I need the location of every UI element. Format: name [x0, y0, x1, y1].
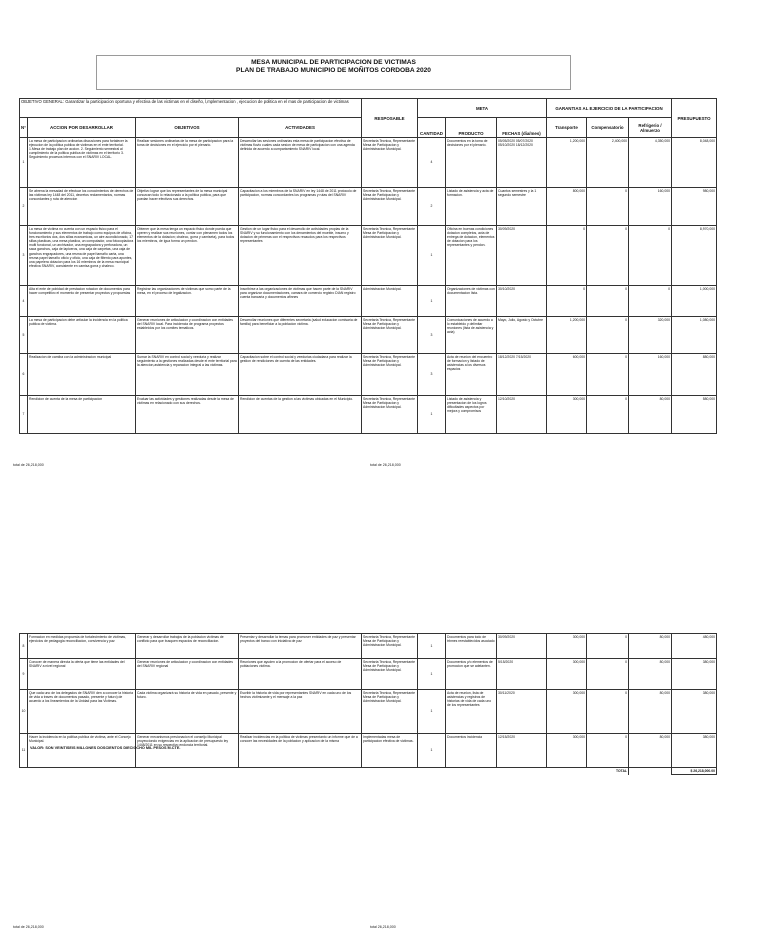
row-number: 5 [20, 317, 28, 354]
transporte-cell: 300,000 [547, 690, 587, 734]
refrigerio-cell: 80,000 [629, 634, 672, 659]
row-number: 2 [20, 188, 28, 226]
compensatorio-cell: 0 [587, 634, 629, 659]
total-value: $ 26,218,000.00 [672, 768, 717, 775]
transporte-cell: 300,000 [547, 734, 587, 768]
compensatorio-cell: 0 [587, 396, 629, 434]
row-number: 6 [20, 354, 28, 396]
objetivos-cell: Objetivo lograr que los representantes de la mesa municipal conozcan todo lo relacionado a la politica publica, para que puedan hacer efectivos sus derechos. [136, 188, 239, 226]
presupuesto-cell: 880,000 [672, 354, 717, 396]
row-number: 8 [20, 634, 28, 659]
fechas-cell: Mayo, Julio, Agosto y Octubre [497, 317, 547, 354]
header-cantidad: CANTIDAD [418, 118, 446, 138]
header-fechas: FECHAS (dia/mes) [497, 118, 547, 138]
header-n: N° [20, 118, 28, 138]
table-row [20, 396, 717, 434]
actividades-cell: Rendicion de cuentas de la gestion a las victimas ubicadas en el Municipio. [239, 396, 362, 434]
header-accion: ACCION POR DESARROLLAR [28, 118, 136, 138]
title-line-2: PLAN DE TRABAJO MUNICIPIO DE MOÑITOS CORDOBA 2020 [236, 67, 431, 74]
objetivo-general: OBJETIVO GENERAL: Garantizar la participacion oportuna y efectiva de las victimas en el diseño, l,mplementacion , ejecucion de politica en el mas de participacion de victimas [20, 99, 362, 118]
presupuesto-cell: 580,000 [672, 396, 717, 434]
row-number: 3 [20, 226, 28, 286]
producto-cell: Documentos en la toma de decisiones por el plenario. [446, 138, 497, 188]
transporte-cell: 0 [547, 286, 587, 317]
refrigerio-cell: 80,000 [629, 659, 672, 690]
table-row [20, 317, 717, 354]
presupuesto-cell: 1,080,000 [672, 317, 717, 354]
compensatorio-cell: 0 [587, 188, 629, 226]
fechas-cell: 18/12/2020 7/15/2020 [497, 354, 547, 396]
fechas-cell: 05/05/2020 05/07/2020 05/10/2020 18/12/2020 [497, 138, 547, 188]
footer-total-left-2: total de 26,218,000 [13, 925, 44, 929]
transporte-cell: 800,000 [547, 188, 587, 226]
cantidad-cell: 3 [418, 317, 446, 354]
responsable-cell: Secretaria Tecnica, Representante Mesa de Participacion y Administracion Municipal. [362, 354, 418, 396]
refrigerio-cell: 320,000 [629, 317, 672, 354]
actividades-cell: Reuniones que ayuden a la promocion de ofertar para el acceso de poblaciones victima. [239, 659, 362, 690]
accion-cell: Realizacion de camiba con la administracion municipal [28, 354, 136, 396]
row-number: 11 [20, 734, 28, 768]
cantidad-cell: 1 [418, 690, 446, 734]
cantidad-cell: 1 [418, 634, 446, 659]
cantidad-cell: 1 [418, 734, 446, 768]
compensatorio-cell: 0 [587, 226, 629, 286]
cantidad-cell: 1 [418, 396, 446, 434]
header-refrigerio: Refrigerio / Almuerzo [629, 118, 672, 138]
objetivos-cell: Evaluar las actividades y gestiones realizadas desde la mesa de victimas en relacionado con sus derechos. [136, 396, 239, 434]
objetivos-cell: Generar reuniones de articulacion y coordinacion con entidades del SNARIV local. Para incidencia de programa proyectos estableidos por los comites tematicos. [136, 317, 239, 354]
table-row [20, 690, 717, 734]
valor-en-letras: VALOR: SON VEINTISEIS MILLONES DOSCIENTOS DIECIOCHO MIL PESOS M.CTE. [30, 746, 181, 750]
producto-cell: Listado de asistencia y presentacion de los logros dificultades aspectos por mejora y compromisos [446, 396, 497, 434]
objetivos-cell: Generar mecanismos presionacion el conseljo Municipal proyecciondo exigencias en la aplicacion de presupuesto ley 1448/2011 en su respectivo endoncia territorial. [136, 734, 239, 768]
actividades-cell: Escribir la historia de vida por representantes SNARIV en cada uno de los hechos victimizante y el mensaje a la paz [239, 690, 362, 734]
footer-total-left-1: total de 26,218,000 [13, 463, 44, 467]
row-number: 1 [20, 138, 28, 188]
objetivos-cell: Realizar sesiones ordinarias de la mesa de participacion para la toma de decisiones en el ejercicio por el plenario. [136, 138, 239, 188]
row-number: 9 [20, 659, 28, 690]
accion-cell: La mesa de victima no cuenta con un espacio fisico para el funcionamiento y sus elementos de trabajo como equipos de oficina, tres escritorios dos, dos sillas ecanomicas, un aire acondicionado, 17 sillas plasticas, una mesa plastica, un computador, una fotocopiadora multi funcional, un archivador, una engrapadora y perforadora, un saca ganchos, caja de lapiceros, una caja de carpetas, una caja de ganchos engrapadores, una resma de papel tamaño carta, una resma papel tamaño oficio y oficio, una caja de filtento para apuntes, una papelera dotacion para los 16 miembros de la mesa municipal efectiva SNARIV, consistente en camisa gorra y chaleco. [28, 226, 136, 286]
objetivos-cell: Cada victima organizará su historia de vida en pasado, presente y futuro. [136, 690, 239, 734]
header-presupuesto: PRESUPUESTO [672, 99, 717, 138]
cantidad-cell: 1 [418, 226, 446, 286]
presupuesto-cell: 8,970,000 [672, 226, 717, 286]
objetivos-cell: Registrar las organizaciones de victimas que somo parte de la mesa, en el proceso de legalizacion. [136, 286, 239, 317]
header-compensatorio: Compensatorio [587, 118, 629, 138]
compensatorio-cell: 0 [587, 286, 629, 317]
responsable-cell: Secretaria Tecnica, Representante Mesa de Participacion y Administracion Municipal. [362, 188, 418, 226]
transporte-cell: 600,000 [547, 354, 587, 396]
presupuesto-cell: 1,000,000 [672, 286, 717, 317]
cantidad-cell: 3 [418, 354, 446, 396]
header-producto: PRODUCTO [446, 118, 497, 138]
refrigerio-cell: 160,000 [629, 354, 672, 396]
header-responsable: RESPOSABLE [362, 99, 418, 138]
fechas-cell: 12/15/2020 [497, 734, 547, 768]
responsable-cell: Secretaria Tecnica, Representante Mesa de Participacion y Administracion Municipal. [362, 138, 418, 188]
producto-cell: Oficina en buenas condiciones dotacion completos, acta de entrega de dotacion, elementos de dotacion para los representantes y pendon. [446, 226, 497, 286]
actividades-cell: Capacitacion sobre el control social y veedurias ciudadana para realizar la gestion de rendiciones de cuenta de las entidades. [239, 354, 362, 396]
responsable-cell: Implementadas mesa de participacion efectiva de victimas. [362, 734, 418, 768]
responsable-cell: Administracion Municipal. [362, 286, 418, 317]
fechas-cell: 5/15/2020 [497, 659, 547, 690]
footer-total-right-2: total 26,218,000 [370, 925, 396, 929]
presupuesto-cell: 8,048,000 [672, 138, 717, 188]
compensatorio-cell: 0 [587, 734, 629, 768]
row-number: 10 [20, 690, 28, 734]
responsable-cell: Secretaria Tecnica, Representante Mesa de Participacion y Administracion Municipal. [362, 690, 418, 734]
work-plan-table-page-2 [19, 633, 717, 775]
producto-cell: Documentos y/o elementos de promocion que se adelanten. [446, 659, 497, 690]
table-row [20, 226, 717, 286]
refrigerio-cell: 0 [629, 286, 672, 317]
compensatorio-cell: 0 [587, 659, 629, 690]
table-row [20, 734, 717, 768]
producto-cell: Comunicaciones de acuerdo a lo estableido y delimitar reuniones (lista de asistencia y acta) [446, 317, 497, 354]
presupuesto-cell: 380,000 [672, 659, 717, 690]
fechas-cell: 30/10/2020 [497, 286, 547, 317]
transporte-cell: 1,200,000 [547, 138, 587, 188]
cantidad-cell: 2 [418, 188, 446, 226]
accion-cell: La mesa de participacion debe articular la incidencia en la politica publica de victima. [28, 317, 136, 354]
compensatorio-cell: 0 [587, 354, 629, 396]
fechas-cell: 30/09/2020 [497, 634, 547, 659]
producto-cell: Documentos para todo de trbmes reestablecidos asociado [446, 634, 497, 659]
actividades-cell: Presentar y desarrollar la temas para promover entidades de paz y presentar proyectos del banco con iniciativa de paz [239, 634, 362, 659]
producto-cell: Documentos incidencia [446, 734, 497, 768]
table-row [20, 659, 717, 690]
actividades-cell: Inscribirse a las organizaciones de victimas que hacen parte de la SNARIV para organizar documentaciones, camara de comercio registro DIAN registro cuenta bancaria y documentos afinnes [239, 286, 362, 317]
fechas-cell: 12/10/2020 [497, 396, 547, 434]
title-line-1: MESA MUNICIPAL DE PARTICIPACION DE VICTIMAS [251, 59, 416, 66]
table-row [20, 188, 717, 226]
transporte-cell: 300,000 [547, 659, 587, 690]
table-row [20, 286, 717, 317]
responsable-cell: Secretaria Tecnica, Representante Mesa de Participacion y Administracion Municipal. [362, 226, 418, 286]
header-objetivos: OBJETIVOS [136, 118, 239, 138]
accion-cell: Formacion en medidas propuesta de fortalecimiento de victimas, ejercicios de pedagogia reconciliacion, convivencia y paz [28, 634, 136, 659]
presupuesto-cell: 480,000 [672, 634, 717, 659]
refrigerio-cell: 0 [629, 226, 672, 286]
fechas-cell: 30/09/2020 [497, 226, 547, 286]
accion-cell: Conocer de manera directa la oferta que tiene las entidades del SNARIV a nivel regional [28, 659, 136, 690]
actividades-cell: Desarrollar reuniones que diferentes secretaria (salud educacion comisaria de familia) para beneficiar a la poblacion victima. [239, 317, 362, 354]
objetivos-cell: Obtener que la mesa tenga un espacio fisico donde pueda que operen y realizar sus reuniones, contar con plenamen todos los elementos de la dotacion; chaleco, gorra y camiseta), para todos los miembros, de igua forma un pendon. [136, 226, 239, 286]
compensatorio-cell: 0 [587, 317, 629, 354]
refrigerio-cell: 80,000 [629, 396, 672, 434]
objetivos-cell: Generar y desarrollar trabajos de la poblacion victimas de conflicto para que busquen espacios de reconciliacion. [136, 634, 239, 659]
accion-cell: La mesa de participacion ordinarias discusiones para fortalecer la ejecucion de la politica publica de victimas en el ente territorial. 1.Mesa de trabajo plan de accion. 2. Seguimiento semestral al cumplimiento de la politica publica de victimas en el territorio 3. Seguimiento procesos internos con el SNARIV LOCAL. [28, 138, 136, 188]
fechas-cell: 30/11/2020 [497, 690, 547, 734]
total-label: TOTAL [20, 768, 629, 775]
refrigerio-cell: 4,350,000 [629, 138, 672, 188]
table-row [20, 138, 717, 188]
responsable-cell: Secretaria Tecnica, Representante Mesa de Participacion y Administracion Municipal. [362, 659, 418, 690]
responsable-cell: Secretaria Tecnica, Representante Mesa de Participacion y Administracion Municipal. [362, 317, 418, 354]
fechas-cell: Cuantos semestres y la 1 segundo semestre [497, 188, 547, 226]
objetivos-cell: Sumar la SNARIV en control social y veeduria y realizar seguimiento a la gestiones realizadas desde el ente territorial para la atencion,asistencia y reparacion integral a las victimas. [136, 354, 239, 396]
accion-cell: Se abrena la mesadad de efectuar los conocimientos de derechos de las victimas ley 1448 del 2011, decretos reclamentarios, normas concordantes y ruta de atencion [28, 188, 136, 226]
cantidad-cell: 1 [418, 286, 446, 317]
cantidad-cell: 1 [418, 659, 446, 690]
header-transporte: Transporte [547, 118, 587, 138]
producto-cell: Acta de reunion, lista de asistencias y registros de historias de vida de cada uno de los representantes [446, 690, 497, 734]
actividades-cell: Desarrollar las sesiones ordinarias esta mesa de participacion efectiva de victimas fluvio cuales cada sesion de mesa de participacion con una agenda definida de acuerdo a cumpartamiento SNARIV local. [239, 138, 362, 188]
producto-cell: Acta de reunion del encuentro de formacion y listado de asistencias a los diversos espacios [446, 354, 497, 396]
header-garantias: GARANTIAS AL EJERCICIO DE LA PARTICIPACION [547, 99, 672, 118]
refrigerio-cell: 80,000 [629, 734, 672, 768]
presupuesto-cell: 380,000 [672, 690, 717, 734]
responsable-cell: Secretaria Tecnica, Representante Mesa de Participacion y Administracion Municipal. [362, 396, 418, 434]
responsable-cell: Secretaria Tecnica, Representante Mesa de Participacion y Administracion Municipal. [362, 634, 418, 659]
document-title-box [96, 55, 571, 90]
transporte-cell: 0 [547, 226, 587, 286]
row-number: 7 [20, 396, 28, 434]
footer-total-right-1: total de 26,218,000 [370, 463, 401, 467]
table-row [20, 634, 717, 659]
accion-cell: Que cada uno de los delegados de SNARIV den a conocer la historia de vida a traves de documentos pasado, presente y futuro) de acuerdo a los lineamientos de la Unidad para las Victimas. [28, 690, 136, 734]
table-row [20, 354, 717, 396]
compensatorio-cell: 0 [587, 690, 629, 734]
accion-cell: Alta el ente de pobidad de prestacion rotacion de documentos para hacer competitivo el momento de presentar proyectos y propuestas [28, 286, 136, 317]
refrigerio-cell: 80,000 [629, 690, 672, 734]
header-meta: META [418, 99, 547, 118]
transporte-cell: 300,000 [547, 396, 587, 434]
cantidad-cell: 4 [418, 138, 446, 188]
actividades-cell: Capacitacion a los miembros de la SNARIV en ley 1448 de 2011 protocolo de participacion, normas concordantes los programas y rutas del SNARIV [239, 188, 362, 226]
transporte-cell: 300,000 [547, 634, 587, 659]
accion-cell: Hacer la incidencia en la politica publica de victima, ante el Concejo Municipal. [28, 734, 136, 768]
row-number: 4 [20, 286, 28, 317]
actividades-cell: Realizar incidencias en la politica de victimas presentanto un informe que de a conocer las necesidades de la poblacion y aplicacion de la misma [239, 734, 362, 768]
header-actividades: ACTIVIDADES [239, 118, 362, 138]
transporte-cell: 1,200,000 [547, 317, 587, 354]
producto-cell: Listado de asistencia y acta de formacion. [446, 188, 497, 226]
objetivos-cell: Generar reuniones de articulacion y coordinacion con entidades del SNARIV regional [136, 659, 239, 690]
accion-cell: Rendicion de cuenta de la mesa de participacion [28, 396, 136, 434]
producto-cell: Organizaciones de victimas con documentacion lista. [446, 286, 497, 317]
work-plan-table-page-1 [19, 98, 717, 434]
actividades-cell: Gestion de un lugar fisico para el desarrollo de actividades propias de la SNARIV y su funcionamiento con los denamientos del mueble, insumo y dotacion de primeras con el respectivos recaudos para los respectivos representantes [239, 226, 362, 286]
presupuesto-cell: 380,000 [672, 734, 717, 768]
compensatorio-cell: 2,400,000 [587, 138, 629, 188]
refrigerio-cell: 160,000 [629, 188, 672, 226]
presupuesto-cell: 980,000 [672, 188, 717, 226]
